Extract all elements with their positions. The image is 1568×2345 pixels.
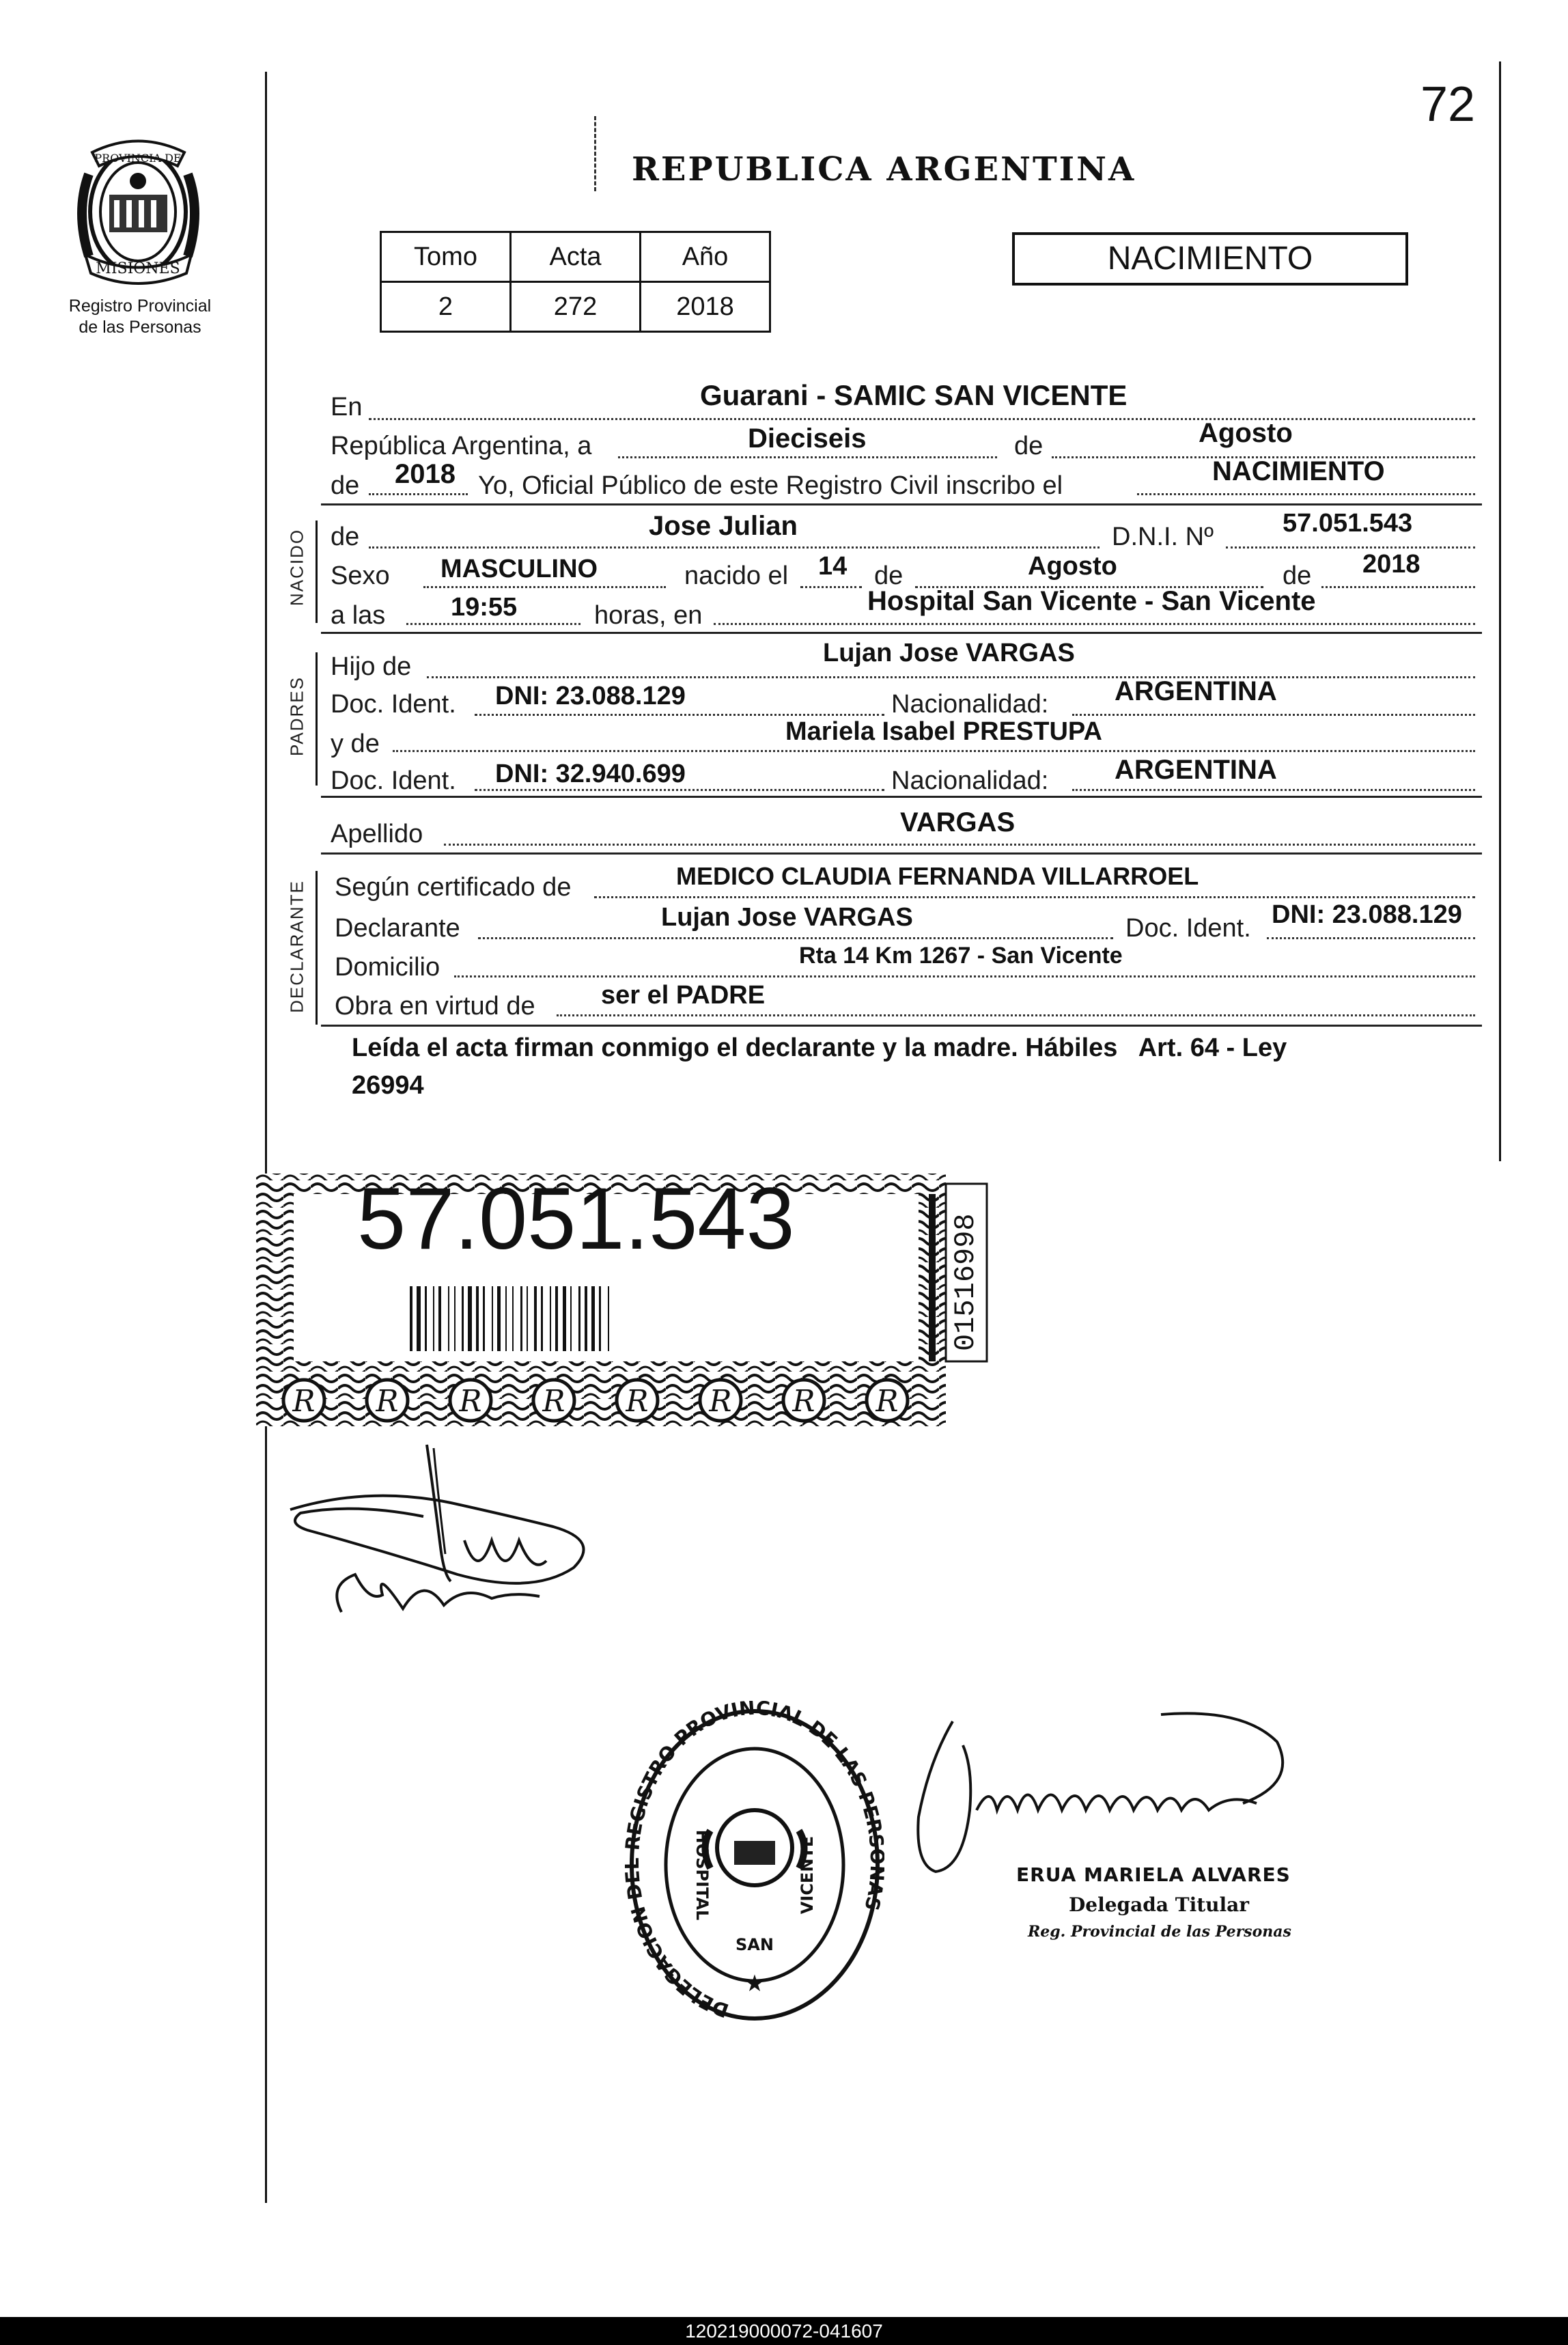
father-nac-value: ARGENTINA	[1115, 676, 1277, 706]
declarante-bracket	[316, 871, 318, 1025]
official-title: Delegada Titular	[1069, 1893, 1250, 1916]
inscribo-dots	[1137, 493, 1475, 495]
en-dots	[369, 418, 1475, 420]
logo-top-text: PROVINCIA DE	[94, 152, 182, 165]
registry-seal	[625, 1701, 884, 2029]
seal-star-icon: ★	[744, 1970, 766, 1997]
mother-nac-label: Nacionalidad:	[891, 766, 1049, 795]
birth-month-value: Agosto	[1028, 552, 1117, 581]
nacido-separator	[321, 632, 1482, 634]
en-label: En	[331, 393, 363, 421]
dni-sticker	[256, 1153, 1007, 1433]
domicilio-value: Rta 14 Km 1267 - San Vicente	[799, 943, 1123, 969]
title-tick	[594, 116, 598, 191]
nacido-el-label: nacido el	[684, 561, 789, 590]
month-value: Agosto	[1199, 418, 1293, 448]
declarante-section-label: DECLARANTE	[286, 880, 307, 1013]
declarante-label: Declarante	[335, 914, 460, 943]
cert-value: MEDICO CLAUDIA FERNANDA VILLARROEL	[676, 862, 1199, 890]
horas-label: horas, en	[594, 601, 703, 630]
hour-value: 19:55	[451, 593, 518, 622]
sticker-serial: 01516998	[949, 1213, 982, 1351]
mother-doc-label: Doc. Ident.	[331, 766, 456, 795]
sexo-dots	[423, 586, 666, 588]
year-value: 2018	[395, 459, 456, 489]
year-dots	[369, 493, 468, 495]
apellido-separator	[321, 852, 1482, 855]
sexo-value: MASCULINO	[440, 555, 598, 583]
sticker-pattern-letter: R	[792, 1384, 815, 1419]
sticker-pattern-letter: R	[459, 1384, 482, 1419]
en-value: Guarani - SAMIC SAN VICENTE	[700, 379, 1128, 411]
sticker-pattern-letter: R	[542, 1384, 565, 1419]
apellido-dots	[444, 844, 1475, 846]
father-nac-label: Nacionalidad:	[891, 690, 1049, 719]
declarante-doc-dots	[1267, 937, 1475, 939]
father-nac-dots	[1072, 714, 1475, 716]
official-signature	[888, 1708, 1298, 1885]
a-las-label: a las	[331, 601, 386, 630]
official-name: ERUA MARIELA ALVARES	[1016, 1863, 1291, 1886]
obra-dots	[557, 1014, 1475, 1016]
de-label: de	[1014, 432, 1044, 460]
document-title: REPUBLICA ARGENTINA	[632, 150, 1136, 189]
day-dots	[618, 456, 997, 458]
father-doc-label: Doc. Ident.	[331, 690, 456, 719]
birth-de-label: de	[874, 561, 904, 590]
mother-nac-dots	[1072, 789, 1475, 791]
record-value-ano: 2018	[641, 282, 770, 332]
place-dots	[714, 623, 1475, 625]
record-value-acta: 272	[511, 282, 641, 332]
child-name-value: Jose Julian	[649, 511, 798, 541]
official-subtitle: Reg. Provincial de las Personas	[1028, 1923, 1291, 1941]
closing-text-line-1: Leída el acta firman conmigo el declarante y la madre. Hábiles Art. 64 - Ley	[352, 1033, 1287, 1062]
padres-section-label: PADRES	[286, 676, 307, 756]
inscribo-label: Yo, Oficial Público de este Registro Civil inscribo el	[478, 471, 1063, 500]
sticker-pattern-letter: R	[709, 1384, 732, 1419]
record-header-ano: Año	[641, 232, 770, 282]
y-de-label: y de	[331, 730, 380, 758]
name-dots	[369, 546, 1100, 549]
seal-outer-text: DELEGACION EGISTRO PROVINCIAL DE LAS PER S	[625, 1701, 884, 2023]
nacido-section-label: NACIDO	[286, 528, 307, 607]
year-de-label: de	[331, 471, 360, 500]
sticker-pattern-letter: R	[876, 1384, 899, 1419]
closing-text-line-2: 26994	[352, 1071, 424, 1100]
mother-dots	[393, 750, 1475, 752]
sticker-pattern-letter: R	[376, 1384, 399, 1419]
right-margin-line	[1499, 61, 1501, 1161]
declarante-separator	[321, 1025, 1482, 1027]
hour-dots	[406, 623, 580, 625]
padres-separator	[321, 796, 1482, 798]
intro-separator	[321, 503, 1482, 505]
birth-day-value: 14	[818, 552, 848, 581]
apellido-value: VARGAS	[900, 807, 1016, 837]
father-doc-value: DNI: 23.088.129	[495, 682, 686, 710]
cert-dots	[594, 896, 1475, 898]
nacido-de-label: de	[331, 523, 360, 551]
logo-caption-line-2: de las Personas	[79, 318, 201, 337]
father-doc-dots	[475, 714, 884, 716]
birth-de-label-2: de	[1283, 561, 1312, 590]
sticker-number: 57.051.543	[357, 1170, 795, 1268]
sexo-label: Sexo	[331, 561, 390, 590]
obra-value: ser el PADRE	[601, 981, 766, 1010]
logo-caption	[41, 296, 239, 338]
declarante-dots	[478, 937, 1113, 939]
declarante-doc-value: DNI: 23.088.129	[1272, 900, 1462, 929]
domicilio-label: Domicilio	[335, 953, 440, 982]
seal-inner-left: HOSPITAL	[692, 1829, 712, 1921]
provincial-logo	[65, 133, 212, 290]
child-dni-value: 57.051.543	[1283, 509, 1413, 538]
mother-doc-value: DNI: 32.940.699	[495, 760, 686, 788]
record-header-tomo: Tomo	[381, 232, 511, 282]
day-value: Dieciseis	[748, 424, 867, 454]
birth-year-value: 2018	[1362, 550, 1420, 579]
mother-doc-dots	[475, 789, 884, 791]
padres-bracket	[316, 652, 318, 786]
declarante-doc-label: Doc. Ident.	[1125, 914, 1251, 943]
hijo-de-label: Hijo de	[331, 652, 412, 681]
footer-code: 120219000072-041607	[685, 2320, 883, 2342]
page-number: 72	[1420, 77, 1476, 132]
sticker-pattern-letter: R	[292, 1384, 316, 1419]
record-value-tomo: 2	[381, 282, 511, 332]
seal-inner-bottom: SAN	[736, 1935, 774, 1954]
declarant-signature	[287, 1438, 656, 1629]
father-name-value: Lujan Jose VARGAS	[823, 639, 1075, 667]
inscribo-value: NACIMIENTO	[1212, 456, 1385, 486]
logo-bottom-text: MISIONES	[96, 260, 180, 277]
father-dots	[427, 676, 1475, 678]
mother-name-value: Mariela Isabel PRESTUPA	[785, 717, 1102, 746]
domicilio-dots	[454, 975, 1475, 977]
declarante-value: Lujan Jose VARGAS	[661, 903, 913, 932]
record-table	[380, 231, 771, 333]
sticker-pattern-letter: R	[626, 1384, 649, 1419]
record-header-acta: Acta	[511, 232, 641, 282]
obra-label: Obra en virtud de	[335, 992, 535, 1021]
place-value: Hospital San Vicente - San Vicente	[867, 586, 1316, 616]
birth-day-dots	[800, 586, 862, 588]
dni-dots	[1226, 546, 1475, 549]
record-type-box: NACIMIENTO	[1012, 232, 1408, 286]
nacido-bracket	[316, 521, 318, 623]
seal-inner-right: VICENTE	[798, 1835, 817, 1915]
mother-nac-value: ARGENTINA	[1115, 755, 1277, 785]
left-margin-line	[265, 72, 267, 2203]
logo-caption-line-1: Registro Provincial	[68, 296, 212, 316]
apellido-label: Apellido	[331, 820, 423, 848]
republica-label: República Argentina, a	[331, 432, 592, 460]
cert-label: Según certificado de	[335, 873, 572, 902]
birth-year-dots	[1321, 586, 1475, 588]
dni-label: D.N.I. Nº	[1112, 523, 1214, 551]
